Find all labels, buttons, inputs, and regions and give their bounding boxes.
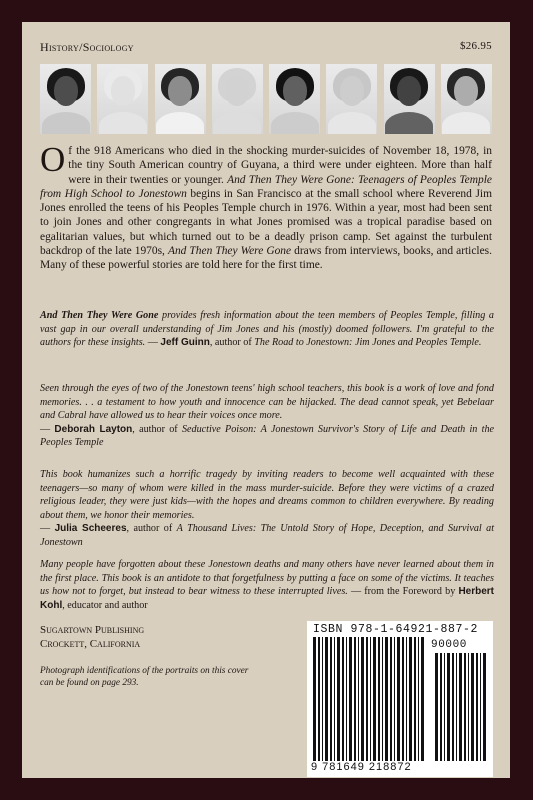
portrait-2 (97, 64, 148, 134)
isbn-number: ISBN 978-1-64921-887-2 (313, 623, 479, 636)
portrait-6 (326, 64, 377, 134)
blurb-attribution: — Deborah Layton, author of Seductive Poison: A Jonestown Survivor's Story of Life and Death in the Peoples Temple (40, 423, 495, 449)
blurb-attribution: — Jeff Guinn, author of The Road to Jonestown: Jim Jones and Peoples Temple. (145, 337, 482, 349)
ean-barcode-bars (313, 637, 425, 761)
blurb-lead-title: And Then They Were Gone (40, 310, 159, 321)
intro-text-1: f the 918 Americans who died in the shocking murder-suicides of November 18, 1978, in the tiny South American country of Guyana, a third were under eighteen. More than half were in their twenties or younger. (68, 145, 492, 186)
blurb-author: Herbert Kohl (40, 586, 495, 611)
ean-digits: 9 781649 218872 (311, 761, 412, 773)
blurb-guinn (40, 309, 494, 350)
back-cover-panel (22, 22, 510, 778)
publisher-block (40, 623, 144, 651)
portrait-8 (441, 64, 492, 134)
portrait-4 (212, 64, 263, 134)
intro-book-title-short: And Then They Were Gone (167, 245, 292, 258)
blurb-scheeres (40, 468, 494, 550)
publisher-name: Sugartown Publishing (40, 624, 145, 636)
blurb-work: Seductive Poison: A Jonestown Survivor's Story of Life and Death in the Peoples Temple (40, 423, 495, 449)
portrait-7 (384, 64, 435, 134)
intro-paragraph (40, 140, 492, 273)
blurb-attribution: — Julia Scheeres, author of A Thousand Lives: The Untold Story of Hope, Deception, and Survival at Jonestown (40, 523, 495, 548)
intro-book-title: And Then They Were Gone: Teenagers of Peoples Temple from High School to Jonestown (40, 173, 492, 200)
intro-text-3: draws from interviews, books, and articles. Many of these powerful stories are told here for the first time. (40, 245, 492, 272)
blurb-author: Julia Scheeres (54, 523, 127, 535)
drop-cap: O (40, 140, 66, 179)
blurb-text: Seen through the eyes of two of the Jonestown teens' high school teachers, this book is a work of love and fond memories. . . a testament to how youth and innocence can be hijacked. The dead cannot speak, yet Bebelaar and Cabral have allowed us to hear their voices once more. (40, 383, 494, 422)
portrait-1 (40, 64, 91, 134)
blurb-work: A Thousand Lives: The Untold Story of Hope, Deception, and Survival at Jonestown (40, 523, 495, 548)
publisher-location: Crockett, California (40, 638, 141, 650)
isbn-barcode (307, 621, 493, 777)
blurb-attribution: — from the Foreword by Herbert Kohl, educator and author (40, 586, 495, 611)
blurb-text: This book humanizes such a horrific tragedy by inviting readers to become well acquainted with these teenagers—so many of whom were killed in the mass murder-suicide. Before they were victims of a crazed religious leader, they were just kids—with the hopes and dreams common to children everywhere. By reading about them, we honor their memories. (40, 469, 494, 521)
portrait-3 (155, 64, 206, 134)
addon-barcode-bars (435, 653, 487, 761)
blurb-work: The Road to Jonestown: Jim Jones and Peoples Temple. (254, 337, 482, 349)
portrait-strip (40, 64, 492, 134)
intro-text-2: begins in San Francisco at the small school where Reverend Jim Jones enrolled the teens of his Peoples Temple church in 1976. Within a year, most had been sent to join Jones and other congregants in what Jones promised was a tropical paradise based on egalitarian values, but which turned out to be a deadly prison camp. Set against the turbulent backdrop of the late 1970s, (40, 187, 492, 258)
blurb-text: Many people have forgotten about these Jonestown deaths and many others have never learned about them in the first place. This book is an antidote to that forgetfulness by putting a face on some of the victims. It teaches us how not to forget, but instead to bear witness to these interrupted lives. (40, 559, 494, 598)
price-label: $26.95 (459, 40, 492, 52)
cover-header (40, 40, 492, 55)
price-code: 90000 (431, 639, 468, 651)
category-label: History/Sociology (40, 40, 134, 54)
portrait-5 (269, 64, 320, 134)
blurb-layton (40, 382, 494, 450)
blurb-author: Jeff Guinn (160, 337, 210, 349)
blurb-text: provides fresh information about the teen members of Peoples Temple, filling a vast gap in our overall understanding of Jim Jones and his (mostly) doomed followers. I'm grateful to the authors for these insights. (40, 310, 494, 349)
photo-credit-note: Photograph identifications of the portraits on this cover can be found on page 293. (40, 666, 249, 688)
blurb-author: Deborah Layton (54, 423, 133, 435)
blurb-kohl (40, 558, 494, 612)
